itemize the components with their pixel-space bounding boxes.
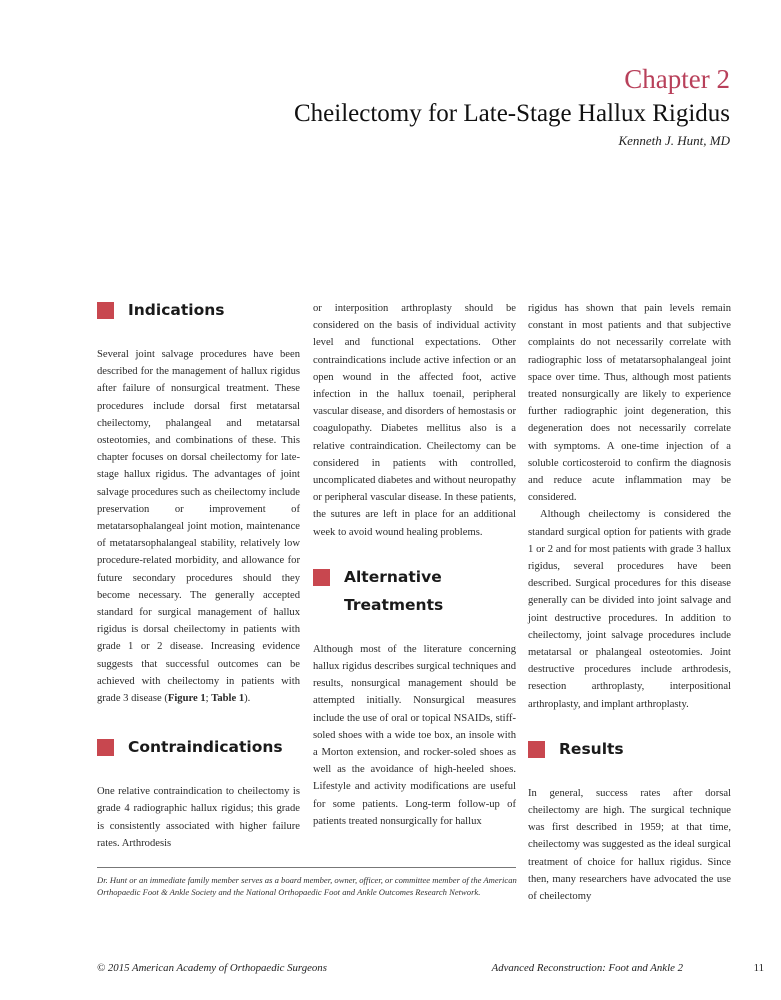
alternative-continued-paragraph: rigidus has shown that pain levels remain constant in most patients and that subjective complaints do not necessarily correlate with radiographic loss of metatarsophalangeal joint space over time. Thus, although most patients treated nonsurgically are likely to experience further radiographic joint degeneration, this degeneration does not necessarily correlate with symptoms. A one-time injection of a soluble corticosteroid to confirm the diagnosis and reduce acute inflammation may be considered. <box>528 303 731 504</box>
chapter-author: Kenneth J. Hunt, MD <box>618 133 730 148</box>
contraindications-paragraph: One relative contraindication to cheilectomy is grade 4 radiographic hallux rigidus; this grade is consistently associated with higher failure rates. Arthrodesis <box>97 786 300 849</box>
alternative-treatments-paragraph: Although most of the literature concerning hallux rigidus describes surgical techniques and results, nonsurgical management should be attempted initially. Nonsurgical measures include the use of oral or topical NSAIDs, stiff-soled shoes with a wide toe box, an insole with a Morton extension, and rocker-soled shoes as well as the avoidance of high-heeled shoes. Lifestyle and activity modifications are useful for some patients. Long-term follow-up of patients treated nonsurgically for hallux <box>313 643 516 827</box>
section-marker-icon <box>97 302 114 319</box>
section-marker-icon <box>313 569 330 586</box>
section-heading-indications <box>97 300 300 324</box>
section-heading-results <box>528 739 731 763</box>
contraindications-continued-paragraph: or interposition arthroplasty should be considered on the basis of individual activity level and functional expectations. Other contraindications include active infection or an open wound in the affected foot, active infection in the hallux toenail, peripheral vascular disease, and disorders of hemostasis or coagulopathy. Diabetes mellitus also is a relative contraindication. Cheilectomy can be considered in patients with controlled, uncomplicated diabetes and without neuropathy or peripheral vascular disease. In these patients, the sutures are left in place for an additional week to avoid wound healing problems. <box>313 303 516 538</box>
results-paragraph: In general, success rates after dorsal cheilectomy are high. The surgical technique was first described in 1959; at that time, cheilectomy was suggested as the ideal surgical treatment of choice for hallux rigidus. Since then, many researchers have advocated the use of cheilectomy <box>528 787 731 903</box>
section-marker-icon <box>528 741 545 758</box>
section-heading-contraindications <box>97 737 300 761</box>
chapter-number: Chapter 2 <box>624 64 730 94</box>
chapter-title: Cheilectomy for Late-Stage Hallux Rigidus <box>293 100 730 127</box>
heading-results: Results <box>559 739 624 758</box>
column-3 <box>528 300 731 905</box>
footer-copyright: © 2015 American Academy of Orthopaedic Surgeons <box>97 962 327 974</box>
column-1 <box>97 300 300 852</box>
table-1-reference[interactable]: Table 1 <box>211 693 245 705</box>
surgical-options-paragraph: Although cheilectomy is considered the standard surgical option for patients with grade 1 or 2 and for most patients with grade 3 hallux rigidus, several procedures have been described. Surgical procedures for this disease generally can be divided into joint salvage and joint destructive procedures. In addition to cheilectomy, joint salvage procedures include metatarsal or phalangeal osteotomies. Joint destructive procedures include arthrodesis, resection arthroplasty, interpositional arthroplasty, and implant arthroplasty. <box>528 509 731 710</box>
section-marker-icon <box>97 739 114 756</box>
heading-contraindications: Contraindications <box>128 738 283 757</box>
figure-1-reference[interactable]: Figure 1 <box>167 693 206 705</box>
footer-book-title: Advanced Reconstruction: Foot and Ankle 2 <box>491 962 683 974</box>
heading-alternative-treatments: Alternative Treatments <box>344 567 444 614</box>
indications-paragraph: Several joint salvage procedures have been described for the management of hallux rigidus after failure of nonsurgical treatment. These procedures include dorsal first metatarsal cheilectomy, phalangeal and metatarsal osteotomies, and combinations of these. This chapter focuses on dorsal cheilectomy for late-stage hallux rigidus. The advantages of joint salvage procedures such as cheilectomy include preservation or improvement of metatarsophalangeal joint motion, maintenance of metatarsophalangeal stability, relatively low procedure-related morbidity, and allowance for future secondary procedures should they become necessary. The generally accepted standard for surgical management of hallux rigidus is dorsal cheilectomy in patients with grade 1 or 2 disease. Increasing evidence suggests that successful outcomes can be achieved with cheilectomy in patients with grade 3 disease (Figure 1; Table 1). <box>97 349 300 705</box>
footnote-divider <box>97 867 516 868</box>
page-number: 11 <box>753 962 764 974</box>
column-2 <box>313 300 516 830</box>
heading-indications: Indications <box>128 301 225 319</box>
disclosure-footnote: Dr. Hunt or an immediate family member serves as a board member, owner, officer, or committee member of the American Orthopaedic Foot & Ankle Society and the National Orthopaedic Foot and Ankle Outcomes Research Network. <box>97 875 517 897</box>
section-heading-alternative-treatments <box>313 567 516 619</box>
